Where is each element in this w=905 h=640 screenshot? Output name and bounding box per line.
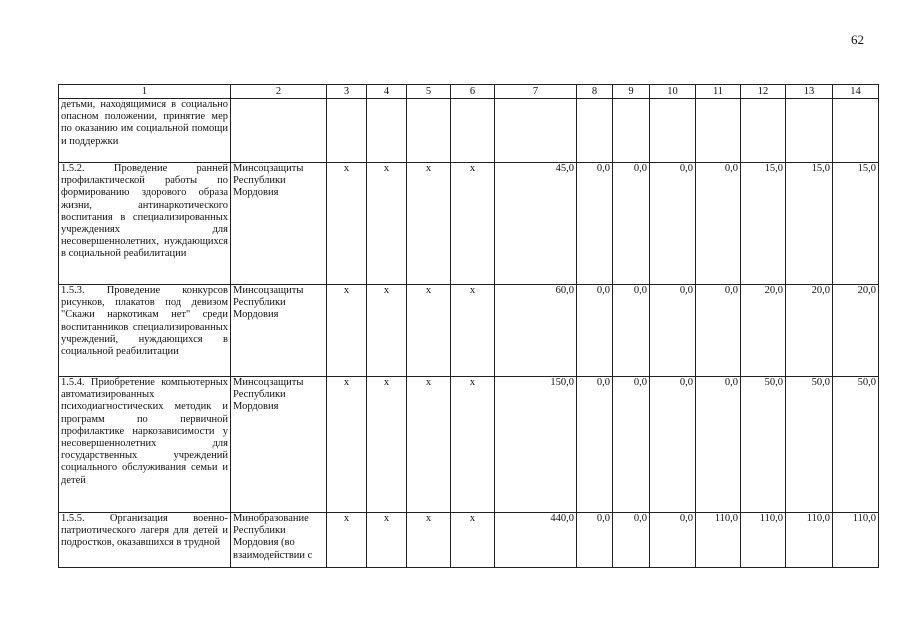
responsible-executor: Минсоцзащиты Республики Мордовия bbox=[231, 377, 327, 513]
col-8-cell: 0,0 bbox=[577, 163, 613, 285]
col-6-cell bbox=[451, 99, 495, 163]
col-4-cell: х bbox=[367, 513, 407, 568]
col-9-cell bbox=[613, 99, 650, 163]
measure-description: 1.5.4. Приобретение компьютерных автоматизированных психодиагностических методик и программ по первичной профилактике наркозависимости у несовершеннолетних для государственных учреждений социального обслуживания семьи и детей bbox=[59, 377, 231, 513]
col-11-cell bbox=[696, 99, 741, 163]
col-10-cell: 0,0 bbox=[650, 513, 696, 568]
col-14-cell: 110,0 bbox=[833, 513, 879, 568]
table-row bbox=[59, 377, 879, 513]
col-4-cell: х bbox=[367, 163, 407, 285]
col-9-cell: 0,0 bbox=[613, 513, 650, 568]
column-number-cell: 8 bbox=[577, 85, 613, 99]
column-number-cell: 6 bbox=[451, 85, 495, 99]
col-6-cell: х bbox=[451, 163, 495, 285]
col-11-cell: 0,0 bbox=[696, 163, 741, 285]
col-10-cell: 0,0 bbox=[650, 285, 696, 377]
col-11-cell: 0,0 bbox=[696, 285, 741, 377]
col-13-cell: 20,0 bbox=[786, 285, 833, 377]
responsible-executor: Минобразование Республики Мордовия (во взаимодействии с bbox=[231, 513, 327, 568]
table-row bbox=[59, 285, 879, 377]
col-12-cell: 110,0 bbox=[741, 513, 786, 568]
column-number-cell: 14 bbox=[833, 85, 879, 99]
col-10-cell: 0,0 bbox=[650, 377, 696, 513]
column-number-cell: 13 bbox=[786, 85, 833, 99]
column-number-cell: 2 bbox=[231, 85, 327, 99]
col-14-cell: 15,0 bbox=[833, 163, 879, 285]
col-4-cell: х bbox=[367, 285, 407, 377]
col-10-cell bbox=[650, 99, 696, 163]
col-3-cell: х bbox=[327, 377, 367, 513]
col-13-cell bbox=[786, 99, 833, 163]
table-row bbox=[59, 99, 879, 163]
measure-description: 1.5.2. Проведение ранней профилактической работы по формированию здорового образа жизни, антинаркотического воспитания в специализированных учреждениях для несовершеннолетних, нуждающихся в социальной реабилитации bbox=[59, 163, 231, 285]
col-13-cell: 50,0 bbox=[786, 377, 833, 513]
total-amount-cell: 45,0 bbox=[495, 163, 577, 285]
table-row bbox=[59, 163, 879, 285]
col-6-cell: х bbox=[451, 377, 495, 513]
col-4-cell bbox=[367, 99, 407, 163]
col-8-cell bbox=[577, 99, 613, 163]
col-8-cell: 0,0 bbox=[577, 377, 613, 513]
col-5-cell: х bbox=[407, 163, 451, 285]
col-10-cell: 0,0 bbox=[650, 163, 696, 285]
responsible-executor: Минсоцзащиты Республики Мордовия bbox=[231, 285, 327, 377]
col-12-cell: 50,0 bbox=[741, 377, 786, 513]
program-table bbox=[58, 84, 879, 568]
total-amount-cell: 60,0 bbox=[495, 285, 577, 377]
column-number-cell: 12 bbox=[741, 85, 786, 99]
total-amount-cell: 150,0 bbox=[495, 377, 577, 513]
responsible-executor bbox=[231, 99, 327, 163]
col-6-cell: х bbox=[451, 513, 495, 568]
col-13-cell: 15,0 bbox=[786, 163, 833, 285]
col-8-cell: 0,0 bbox=[577, 285, 613, 377]
page-number: 62 bbox=[851, 32, 864, 47]
measure-description: 1.5.5. Организация военно-патриотического лагеря для детей и подростков, оказавшихся в трудной bbox=[59, 513, 231, 568]
col-3-cell bbox=[327, 99, 367, 163]
col-14-cell: 50,0 bbox=[833, 377, 879, 513]
total-amount-cell bbox=[495, 99, 577, 163]
col-12-cell: 15,0 bbox=[741, 163, 786, 285]
col-5-cell: х bbox=[407, 377, 451, 513]
column-number-cell: 3 bbox=[327, 85, 367, 99]
col-11-cell: 0,0 bbox=[696, 377, 741, 513]
col-4-cell: х bbox=[367, 377, 407, 513]
column-number-cell: 1 bbox=[59, 85, 231, 99]
column-number-cell: 11 bbox=[696, 85, 741, 99]
col-5-cell bbox=[407, 99, 451, 163]
table-row bbox=[59, 513, 879, 568]
col-11-cell: 110,0 bbox=[696, 513, 741, 568]
col-8-cell: 0,0 bbox=[577, 513, 613, 568]
measure-description: 1.5.3. Проведение конкурсов рисунков, плакатов под девизом "Скажи наркотикам нет" среди воспитанников специализированных учреждений, нуждающихся в социальной реабилитации bbox=[59, 285, 231, 377]
column-number-cell: 9 bbox=[613, 85, 650, 99]
column-number-cell: 5 bbox=[407, 85, 451, 99]
measure-description: детьми, находящимися в социально опасном положении, принятие мер по оказанию им социальной помощи и поддержки bbox=[59, 99, 231, 163]
col-3-cell: х bbox=[327, 285, 367, 377]
col-12-cell: 20,0 bbox=[741, 285, 786, 377]
col-9-cell: 0,0 bbox=[613, 377, 650, 513]
column-number-cell: 10 bbox=[650, 85, 696, 99]
col-14-cell: 20,0 bbox=[833, 285, 879, 377]
col-5-cell: х bbox=[407, 285, 451, 377]
col-5-cell: х bbox=[407, 513, 451, 568]
col-12-cell bbox=[741, 99, 786, 163]
responsible-executor: Минсоцзащиты Республики Мордовия bbox=[231, 163, 327, 285]
col-9-cell: 0,0 bbox=[613, 285, 650, 377]
total-amount-cell: 440,0 bbox=[495, 513, 577, 568]
column-number-row bbox=[59, 85, 879, 99]
col-14-cell bbox=[833, 99, 879, 163]
col-9-cell: 0,0 bbox=[613, 163, 650, 285]
column-number-cell: 4 bbox=[367, 85, 407, 99]
column-number-cell: 7 bbox=[495, 85, 577, 99]
col-3-cell: х bbox=[327, 513, 367, 568]
col-6-cell: х bbox=[451, 285, 495, 377]
col-13-cell: 110,0 bbox=[786, 513, 833, 568]
col-3-cell: х bbox=[327, 163, 367, 285]
